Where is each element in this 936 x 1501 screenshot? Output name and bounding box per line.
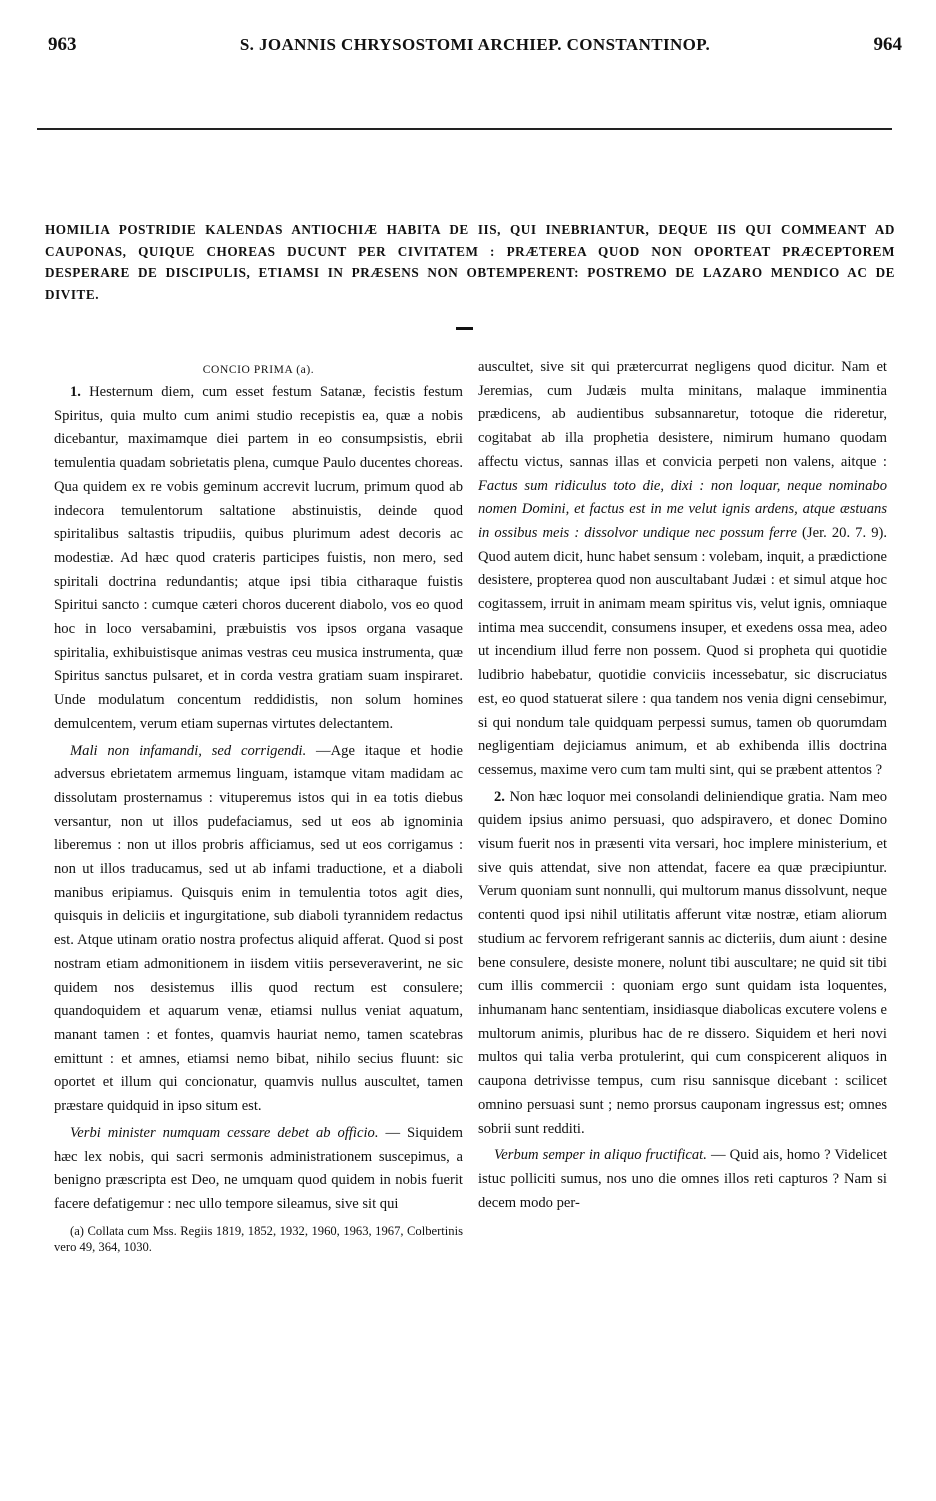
page-number-right: 964 [873, 34, 902, 55]
title-dash [456, 327, 473, 330]
sidenote: Verbi minister numquam cessare debet ab officio. [70, 1124, 379, 1141]
running-title: S. JOANNIS CHRYSOSTOMI ARCHIEP. CONSTANTINOP. [239, 35, 711, 54]
sidenote: Verbum semper in aliquo fructificat. [494, 1147, 707, 1164]
concio-heading: CONCIO PRIMA (a). [202, 364, 315, 376]
paragraph-number: 1. [70, 384, 81, 400]
paragraph-text: — Quid ais, homo ? Videlicet istuc polliciti sumus, nos uno die omnes illos reti capturos ? Nam si decem modo per- [478, 1147, 887, 1211]
paragraph-text: — Siquidem hæc lex nobis, qui sacri sermonis administrationem suscepimus, a benigno præscripta est Deo, ne umquam quod quidem in nobis fuerit facere defatigemur : nec ullo tempore sileamus, sive sit qui [54, 1124, 463, 1212]
paragraph-number: 2. [494, 788, 505, 805]
paragraph-2 [54, 740, 463, 1119]
footnote [54, 1223, 463, 1255]
paragraph-text: auscultet, sive sit qui prætercurrat negligens quod dicitur. Nam et Jeremias, cum Judæis multa minitans, malaque imminentia prædicens, ab audientibus subsannaretur, totoque die rideretur, cogitabat ab illa prophetia desistere, nimirum humano quodam affectu victus, sannas illas et convicia perpeti non valens, aitque : [478, 359, 887, 470]
footnote-text: Collata cum Mss. Regiis 1819, 1852, 1932, 1960, 1963, 1967, Colbertinis vero 49, 364, 1030. [54, 1223, 463, 1254]
header-rule [37, 128, 892, 130]
paragraph-4 [478, 786, 887, 1142]
paragraph-3 [54, 1122, 463, 1217]
sidenote: Mali non infamandi, sed corrigendi. [70, 742, 307, 759]
footnote-mark: (a) [70, 1223, 84, 1238]
homily-title: HOMILIA POSTRIDIE KALENDAS ANTIOCHIÆ HABITA DE IIS, QUI INEBRIANTUR, DEQUE IIS QUI COMMEANT AD CAUPONAS, QUIQUE CHOREAS DUCUNT PER CIVITATEM : PRÆTEREA QUOD NON OPORTEAT PRÆCEPTOREM DESPERARE DE DISCIPULIS, ETIAMSI IN PRÆSENS NON OBTEMPERENT: POSTREMO DE LAZARO MENDICO AC DE DIVITE. [45, 222, 895, 302]
scripture-quote: Factus sum ridiculus toto die, dixi : non loquar, neque nominabo nomen Domini, et factus est in me velut ignis ardens, atque æstuans in ossibus meis : dissolvor undique nec possum ferre [478, 477, 887, 541]
page-number-left: 963 [48, 34, 77, 55]
paragraph-text: Non hæc loquor mei consolandi deliniendique gratia. Nam meo quidem ipsius animo persuasi, quo adspiravero, et donec Domino visum fuerit nos in præsenti vita versari, hoc implere ministerium, et sive quis attendat, sive non attendat, facere ea quæ præcipiuntur. Verum quoniam sunt nonnulli, qui multorum manus dissolvunt, neque contenti quod ipsi nihil utilitatis afferunt vitæ nostræ, etiam aliorum studium ac fervorem refrigerant sannis ac dicteriis, dum aiunt : desine bene consulere, desiste monere, nolunt tibi auscultare; ne quid sit tibi cum illis commercii : quoniam ergo sunt quidam ista loquentes, inhumanam hanc sententiam, insidiasque diabolicas excutere volens e multorum animis, pluribus hac de re dissero. Siquidem et heri novi multos qui talia verba protulerint, qui cum conspicerent aliquos in caupona detrivisse tempus, cum risu sannisque dicebant : scilicet omnino persuasi sunt ; nemo prorsus cauponam ingressus est; omnes sobrii sunt redditi. [478, 788, 887, 1137]
paragraph-text: Hesternum diem, cum esset festum Satanæ, fecistis festum Spiritus, quia multo cum animi studio recepistis ea, quæ a nobis dicebantur, maximamque diei partem in eo consumpsistis, ebrii temulentia quadam sobrietatis plena, cumque Paulo ducentes choreas. Qua quidem ex re vobis geminum accrevit lucrum, primum quod ab indecora temulentorum saltatione abstinuistis, deinde quod spiritalibus saltastis tripudiis, quibus plurimum adest decoris ac modestiæ. Ad hæc quod crateris participes fuistis, non mero, sed spiritali doctrina redundantis; atque ipsi tibia citharaque fuistis Spiritui sancto : cumque cæteri choros ducerent diabolo, vos eo quod hoc in loco versabamini, præbuistis vos ipsos organa vasaque spiritalia, exhibuistisque animas vestras ceu musica instrumenta, quæ Spiritus sanctus pulsaret, et in corda vestra gratiam suam inspiraret. Unde modulatum concentum reddidistis, non solum homines demulcentem, verum etiam supernas virtutes delectantem. [54, 384, 463, 732]
paragraph-text: —Age itaque et hodie adversus ebrietatem armemus linguam, istamque vitam madidam ac dissolutam prosternamus : vituperemus istos qui in ea totis diebus versantur, non ut illos pudefaciamus, sed ut eos ab ignominia liberemus : non ut illos probris afficiamus, sed ut eos corrigamus : non ut illos traducamus, sed ut ab infami traductione, et a diaboli manibus eripiamus. Quisquis enim in temulentia totos agit dies, quisquis in deliciis et ingurgitatione, sub diaboli tyrannidem redactus est. Atque utinam oratio nostra profectus aliquid afferat. Quod si post nostram etiam admonitionem in iisdem vitiis perseveraverint, ne sic quidem nos desistemus illis quod rectum est consulere; quandoquidem et aquarum venæ, etiamsi nullus veniat aquatum, manant tamen : et fontes, quamvis hauriat nemo, tamen scatebras emittunt : et amnes, etiamsi nemo bibat, nihilo secius fluunt: sic oportet et illum qui concionatur, quamvis nullus auscultet, tamen præstare quidquid in ipso situm est. [54, 742, 463, 1115]
page-header [48, 34, 902, 64]
right-column [478, 356, 887, 1215]
paragraph-continued [478, 356, 887, 783]
paragraph-1 [54, 381, 463, 737]
paragraph-text: Quod autem dicit, hunc habet sensum : volebam, inquit, a prædictione desistere, propterea quod non auscultabant Judæi : et simul atque hoc cogitassem, irruit in animam meam spiritus vis, velut ignis, omniaque intima mea succendit, consumens insuper, et exedens ossa mea, adeo ut incendium illud ferre non possem. Quod si propheta qui quotidie ludibrio habebatur, quotidie conviciis incessebatur, sic discruciatus est, eo quod statuerat silere : qua tandem nos venia digni censebimur, si qui nondum tale quidquam perpessi sumus, tamen ob quorumdam negligentiam dejiciamus animum, et ab exhibenda illis doctrina cessemus, maxime vero cum tam multi sint, qui se præbent attentos ? [478, 548, 887, 778]
paragraph-5 [478, 1144, 887, 1215]
left-column [54, 356, 463, 1255]
scripture-reference: (Jer. 20. 7. 9). [796, 524, 887, 541]
